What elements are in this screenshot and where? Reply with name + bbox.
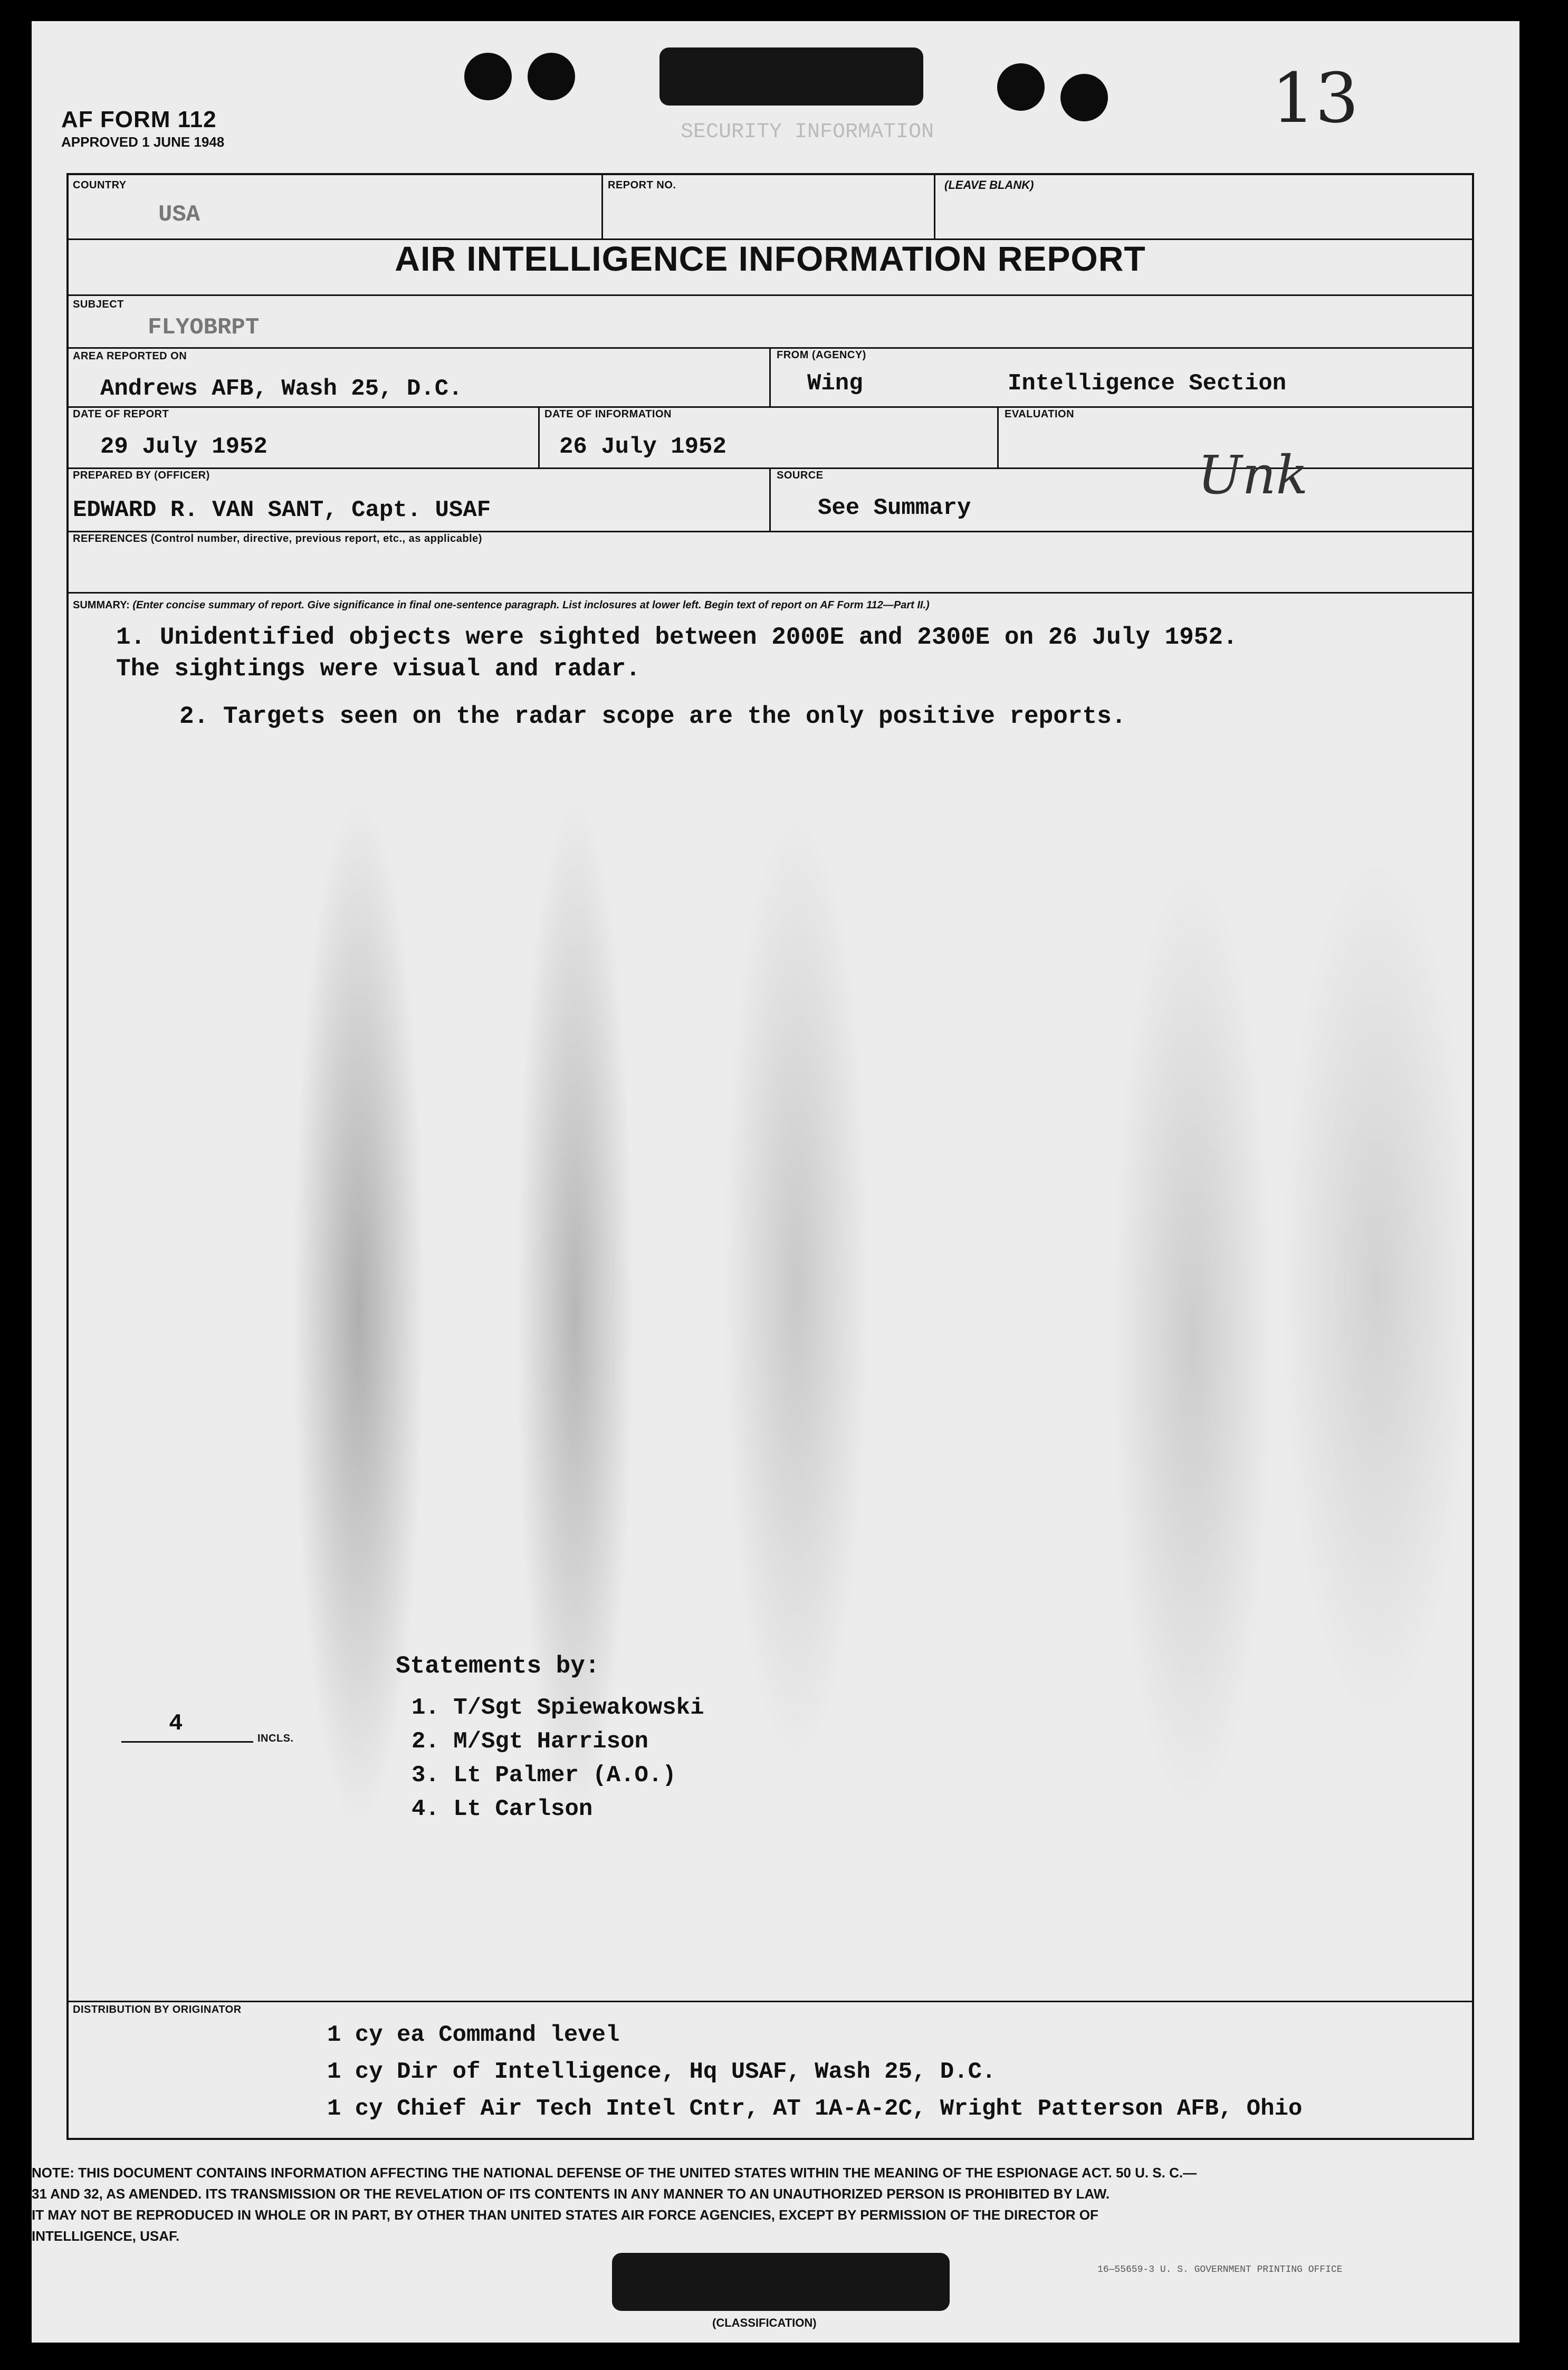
form-id: AF FORM 112 <box>61 107 217 132</box>
distribution-label: DISTRIBUTION BY ORIGINATOR <box>73 2004 242 2015</box>
statements-header: Statements by: <box>396 1652 600 1680</box>
area-reported-value: Andrews AFB, Wash 25, D.C. <box>100 376 463 402</box>
date-of-report-label: DATE OF REPORT <box>73 408 169 420</box>
form-approved-date: APPROVED 1 JUNE 1948 <box>61 134 225 150</box>
summary-label-title: SUMMARY: <box>73 599 130 611</box>
distribution-line: 1 cy Dir of Intelligence, Hq USAF, Wash 25, D.C. <box>327 2059 996 2085</box>
summary-paragraph-1-line-1: 1. Unidentified objects were sighted between 2000E and 2300E on 26 July 1952. <box>116 624 1238 651</box>
punch-hole <box>464 53 512 100</box>
leave-blank-label: (LEAVE BLANK) <box>944 178 1034 192</box>
inclosures-line <box>121 1741 253 1743</box>
distribution-line: 1 cy Chief Air Tech Intel Cntr, AT 1A-A-2C, Wright Patterson AFB, Ohio <box>327 2096 1303 2122</box>
punch-hole <box>997 63 1045 111</box>
from-agency-wing: Wing <box>807 370 863 397</box>
redaction-blot <box>612 2253 950 2311</box>
form-title: AIR INTELLIGENCE INFORMATION REPORT <box>395 239 1146 278</box>
area-reported-label: AREA REPORTED ON <box>73 350 187 362</box>
classification-label: (CLASSIFICATION) <box>712 2316 817 2329</box>
document-page <box>32 21 1519 2343</box>
statement-item: 2. M/Sgt Harrison <box>412 1728 648 1755</box>
distribution-line: 1 cy ea Command level <box>327 2022 620 2048</box>
from-agency-label: FROM (AGENCY) <box>777 349 866 361</box>
top-classification-stamp: SECURITY INFORMATION <box>681 120 934 144</box>
report-form <box>66 173 1474 2140</box>
date-of-info-label: DATE OF INFORMATION <box>544 408 672 420</box>
redaction-blot <box>659 47 923 106</box>
handwritten-source-note: Unk <box>1198 444 1308 506</box>
notice-line: NOTE: THIS DOCUMENT CONTAINS INFORMATION AFFECTING THE NATIONAL DEFENSE OF THE UNITED STATES WITHIN THE MEANING OF THE ESPIONAGE ACT. 50 U. S. C.— <box>32 2165 1197 2181</box>
inclosures-label: INCLS. <box>257 1733 294 1744</box>
source-value: See Summary <box>818 495 971 521</box>
punch-hole <box>1060 74 1108 121</box>
summary-paragraph-1-line-2: The sightings were visual and radar. <box>116 655 640 683</box>
handwritten-number: 13 <box>1271 58 1359 138</box>
evaluation-label: EVALUATION <box>1005 408 1075 420</box>
subject-label: SUBJECT <box>73 299 124 310</box>
date-of-info-value: 26 July 1952 <box>559 434 726 460</box>
country-value: USA <box>158 202 200 228</box>
country-label: COUNTRY <box>73 179 127 191</box>
printer-code: 16—55659-3 U. S. GOVERNMENT PRINTING OFFICE <box>1097 2264 1343 2275</box>
notice-line: 31 AND 32, AS AMENDED. ITS TRANSMISSION OR THE REVELATION OF ITS CONTENTS IN ANY MANNER TO AN UNAUTHORIZED PERSON IS PROHIBITED BY LAW. <box>32 2186 1110 2202</box>
summary-paragraph-2: 2. Targets seen on the radar scope are the only positive reports. <box>179 703 1126 730</box>
statement-item: 1. T/Sgt Spiewakowski <box>412 1695 704 1721</box>
references-label: REFERENCES (Control number, directive, previous report, etc., as applicable) <box>73 533 482 544</box>
espionage-notice <box>32 2162 1477 2247</box>
summary-instructions: (Enter concise summary of report. Give significance in final one-sentence paragraph. List inclosures at lower left. Begin text of report on AF Form 112—Part II.) <box>132 599 930 611</box>
report-no-label: REPORT NO. <box>608 179 676 191</box>
statement-item: 3. Lt Palmer (A.O.) <box>412 1762 676 1789</box>
notice-line: IT MAY NOT BE REPRODUCED IN WHOLE OR IN PART, BY OTHER THAN UNITED STATES AIR FORCE AGENCIES, EXCEPT BY PERMISSION OF THE DIRECTOR OF <box>32 2207 1098 2223</box>
notice-line: INTELLIGENCE, USAF. <box>32 2228 180 2244</box>
from-agency-section: Intelligence Section <box>1008 370 1287 397</box>
prepared-by-value: EDWARD R. VAN SANT, Capt. USAF <box>73 497 491 523</box>
subject-value: FLYOBRPT <box>148 314 260 341</box>
summary-label <box>73 599 930 611</box>
source-label: SOURCE <box>777 470 824 481</box>
punch-hole <box>528 53 575 100</box>
statement-item: 4. Lt Carlson <box>412 1796 593 1822</box>
date-of-report-value: 29 July 1952 <box>100 434 267 460</box>
inclosures-count: 4 <box>169 1710 183 1737</box>
prepared-by-label: PREPARED BY (OFFICER) <box>73 470 210 481</box>
